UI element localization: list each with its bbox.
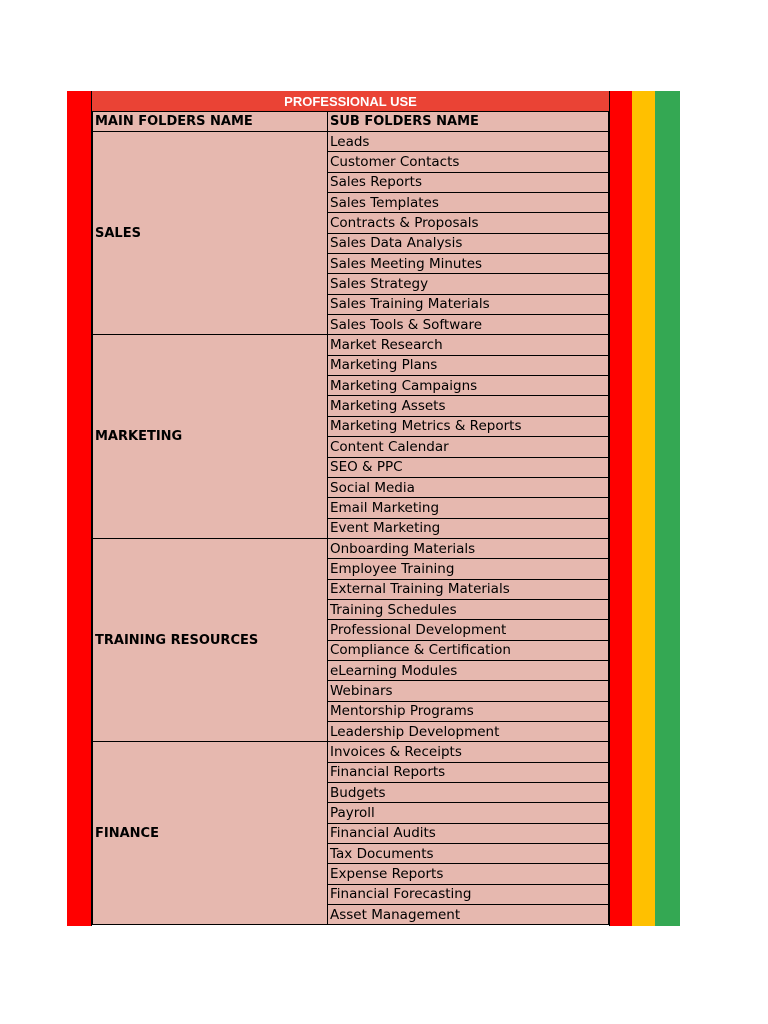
folder-table <box>92 111 609 925</box>
sub-folder-cell: Financial Forecasting <box>328 885 609 905</box>
sub-folder-cell: External Training Materials <box>328 580 609 600</box>
sub-folder-cell: Asset Management <box>328 905 609 925</box>
sub-folder-cell: Payroll <box>328 803 609 823</box>
sub-folder-cell: Customer Contacts <box>328 152 609 172</box>
sub-folder-cell: Marketing Metrics & Reports <box>328 417 609 437</box>
sub-folder-cell: SEO & PPC <box>328 458 609 478</box>
sub-folder-list <box>328 742 609 925</box>
folder-group-sales <box>92 132 609 335</box>
sub-folder-cell: Professional Development <box>328 620 609 640</box>
header-row <box>92 111 609 132</box>
main-folder-cell: TRAINING RESOURCES <box>92 539 328 742</box>
sub-folder-list <box>328 539 609 742</box>
folder-group-finance <box>92 742 609 925</box>
sub-folder-list <box>328 132 609 335</box>
sub-folder-cell: Content Calendar <box>328 437 609 457</box>
sub-folder-cell: Marketing Campaigns <box>328 376 609 396</box>
sub-folder-cell: Expense Reports <box>328 864 609 884</box>
sub-folder-cell: Financial Reports <box>328 763 609 783</box>
sub-folder-cell: Sales Templates <box>328 193 609 213</box>
sub-folder-cell: Leadership Development <box>328 722 609 742</box>
sub-folder-cell: Sales Training Materials <box>328 295 609 315</box>
main-folders-header: MAIN FOLDERS NAME <box>92 111 328 132</box>
sub-folder-cell: Invoices & Receipts <box>328 742 609 762</box>
sub-folder-cell: Sales Reports <box>328 173 609 193</box>
sub-folder-cell: Sales Strategy <box>328 274 609 294</box>
sub-folder-cell: Email Marketing <box>328 498 609 518</box>
sub-folder-cell: Compliance & Certification <box>328 641 609 661</box>
sub-folder-cell: Webinars <box>328 681 609 701</box>
sub-folder-cell: Leads <box>328 132 609 152</box>
sub-folder-cell: Marketing Assets <box>328 396 609 416</box>
sub-folder-cell: Market Research <box>328 335 609 355</box>
sub-folder-cell: Sales Data Analysis <box>328 234 609 254</box>
green-stripe <box>655 91 680 926</box>
main-folder-cell: FINANCE <box>92 742 328 925</box>
sub-folder-cell: Event Marketing <box>328 519 609 539</box>
sub-folder-cell: Tax Documents <box>328 844 609 864</box>
sub-folder-cell: Sales Tools & Software <box>328 315 609 335</box>
sub-folder-cell: Onboarding Materials <box>328 539 609 559</box>
sub-folder-cell: Employee Training <box>328 559 609 579</box>
folder-group-marketing <box>92 335 609 538</box>
sub-folder-cell: Financial Audits <box>328 824 609 844</box>
sub-folder-cell: Contracts & Proposals <box>328 213 609 233</box>
sub-folder-cell: Budgets <box>328 783 609 803</box>
folder-group-training-resources <box>92 539 609 742</box>
sub-folder-list <box>328 335 609 538</box>
main-folder-cell: SALES <box>92 132 328 335</box>
yellow-stripe <box>632 91 655 926</box>
sheet-title: PROFESSIONAL USE <box>92 91 609 111</box>
sub-folder-cell: eLearning Modules <box>328 661 609 681</box>
sub-folder-cell: Marketing Plans <box>328 356 609 376</box>
sub-folder-cell: Sales Meeting Minutes <box>328 254 609 274</box>
sub-folders-header: SUB FOLDERS NAME <box>328 111 609 132</box>
sub-folder-cell: Training Schedules <box>328 600 609 620</box>
right-red-stripe <box>609 91 632 926</box>
sub-folder-cell: Mentorship Programs <box>328 702 609 722</box>
sub-folder-cell: Social Media <box>328 478 609 498</box>
main-folder-cell: MARKETING <box>92 335 328 538</box>
left-red-stripe <box>67 91 92 926</box>
